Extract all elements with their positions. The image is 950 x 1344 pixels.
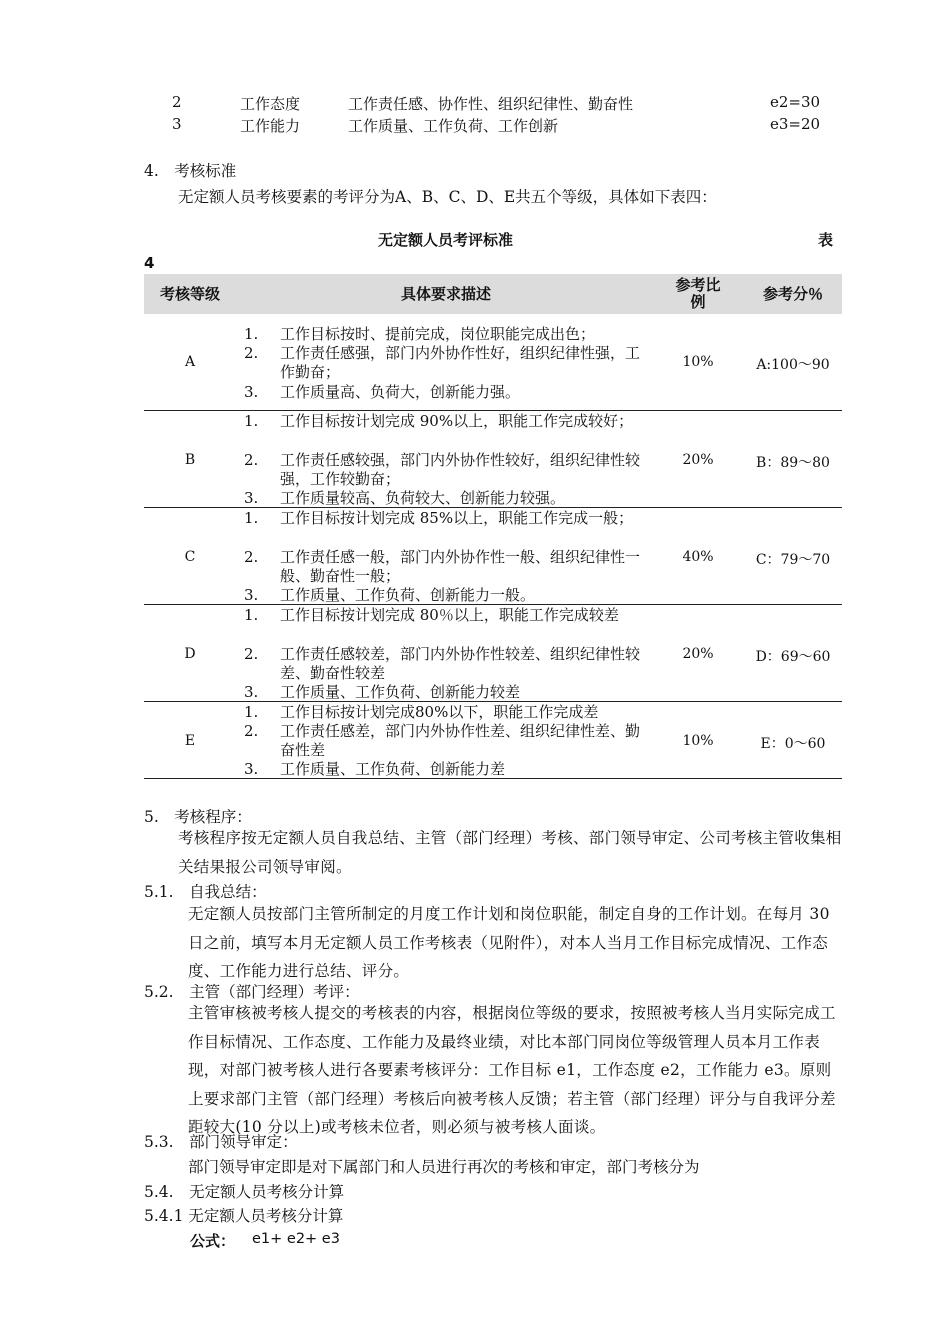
factor-no: 2 — [172, 93, 182, 111]
item-text: 工作目标按计划完成80%以下，职能工作完成差 — [280, 703, 599, 721]
item-number: 2. — [244, 451, 259, 469]
item-number: 1. — [244, 412, 259, 430]
row-score: E：0～60 — [760, 736, 826, 752]
table-caption-number: 4 — [144, 254, 155, 272]
section-5-heading: 5. 考核程序： — [144, 808, 252, 826]
section-5-3-body: 部门领导审定即是对下属部门和人员进行再次的考核和审定，部门考核分为 — [188, 1158, 700, 1176]
section-5-intro: 考核程序按无定额人员自我总结、主管（部门经理）考核、部门领导审定、公司考核主管收集相关结果报公司领导审阅。 — [178, 829, 842, 876]
formula: e1+ e2+ e3 — [252, 1231, 340, 1247]
section-5-4-heading: 5.4. 无定额人员考核分计算 — [144, 1183, 345, 1201]
factor-name: 工作态度 — [240, 95, 301, 113]
item-number: 2. — [244, 722, 259, 740]
item-text: 工作责任感一般，部门内外协作性一般、组织纪律性一般、勤奋性一般； — [280, 548, 641, 585]
table-caption: 无定额人员考评标准 — [378, 231, 514, 249]
row-ratio: 40% — [682, 549, 714, 565]
item-number: 3. — [244, 489, 259, 507]
table-row-c — [144, 507, 842, 605]
formula-label: 公式： — [190, 1232, 236, 1250]
row-ratio: 10% — [682, 733, 714, 749]
row-score: A:100～90 — [756, 357, 830, 373]
section-5-1-heading: 5.1. 自我总结： — [144, 883, 267, 901]
item-text: 工作责任感较差，部门内外协作性较差、组织纪律性较差、勤奋性较差 — [280, 645, 641, 682]
item-number: 1. — [244, 703, 259, 721]
row-grade: B — [184, 452, 196, 468]
factor-no: 3 — [172, 115, 182, 133]
factor-desc: 工作责任感、协作性、组织纪律性、勤奋性 — [348, 95, 634, 113]
item-text: 工作质量、工作负荷、创新能力差 — [280, 760, 506, 778]
item-text: 工作目标按计划完成 80％以上，职能工作完成较差 — [280, 606, 619, 624]
table-row-b — [144, 410, 842, 508]
row-grade: E — [184, 733, 196, 749]
item-text: 工作责任感强，部门内外协作性好，组织纪律性强，工作勤奋； — [280, 344, 641, 381]
row-ratio: 20% — [682, 452, 714, 468]
header-score: 参考分％ — [762, 285, 823, 303]
table-row-a — [144, 314, 842, 411]
item-text: 工作质量、工作负荷、创新能力较差 — [280, 683, 521, 701]
row-grade: D — [184, 646, 196, 662]
factor-weight: e2=30 — [770, 93, 821, 111]
item-number: 3. — [244, 683, 259, 701]
section-4-intro: 无定额人员考核要素的考评分为A、B、C、D、E共五个等级，具体如下表四： — [178, 188, 717, 206]
section-5-2-heading: 5.2. 主管（部门经理）考评： — [144, 983, 360, 1001]
factor-name: 工作能力 — [240, 117, 301, 135]
item-text: 工作目标按计划完成 85%以上，职能工作完成一般； — [280, 509, 634, 527]
row-grade: A — [184, 354, 196, 370]
item-number: 1. — [244, 509, 259, 527]
item-text: 工作目标按计划完成 90%以上，职能工作完成较好； — [280, 412, 634, 430]
item-text: 工作质量高、负荷大，创新能力强。 — [280, 383, 521, 401]
header-grade: 考核等级 — [159, 285, 220, 303]
item-number: 1. — [244, 325, 259, 343]
header-ratio-line2: 例 — [690, 293, 706, 311]
item-text: 工作目标按时、提前完成，岗位职能完成出色； — [280, 325, 596, 343]
factor-row-2 — [0, 93, 950, 115]
factor-desc: 工作质量、工作负荷、工作创新 — [348, 117, 559, 135]
item-number: 3. — [244, 383, 259, 401]
item-text: 工作质量较高、负荷较大、创新能力较强。 — [280, 489, 566, 507]
item-number: 2. — [244, 548, 259, 566]
item-number: 3. — [244, 760, 259, 778]
item-text: 工作责任感较强，部门内外协作性较好，组织纪律性较强，工作较勤奋； — [280, 451, 641, 488]
item-text: 工作质量、工作负荷、创新能力一般。 — [280, 586, 536, 604]
item-text: 工作责任感差，部门内外协作性差、组织纪律性差、勤奋性差 — [280, 722, 641, 759]
row-score: C：79～70 — [755, 552, 831, 568]
row-ratio: 20% — [682, 646, 714, 662]
factor-row-3 — [0, 115, 950, 137]
section-5-1-body: 无定额人员按部门主管所制定的月度工作计划和岗位职能，制定自身的工作计划。在每月 30 日之前，填写本月无定额人员工作考核表（见附件），对本人当月工作目标完成情况、工作态度、工作能力进行总结、评分。 — [188, 905, 830, 980]
header-desc: 具体要求描述 — [400, 285, 491, 303]
item-number: 3. — [244, 586, 259, 604]
header-ratio-line1: 参考比 — [675, 276, 721, 294]
row-ratio: 10% — [682, 354, 714, 370]
item-number: 2. — [244, 645, 259, 663]
row-score: D：69～60 — [755, 649, 831, 665]
section-5-4-1-heading: 5.4.1 无定额人员考核分计算 — [144, 1207, 344, 1225]
section-5-3-heading: 5.3. 部门领导审定： — [144, 1133, 298, 1151]
table-header — [144, 274, 842, 314]
row-grade: C — [184, 549, 196, 565]
table-row-d — [144, 604, 842, 702]
item-number: 2. — [244, 344, 259, 362]
row-score: B：89～80 — [756, 455, 830, 471]
section-5-2-body: 主管审核被考核人提交的考核表的内容，根据岗位等级的要求，按照被考核人当月实际完成工作目标情况、工作态度、工作能力及最终业绩，对比本部门同岗位等级管理人员本月工作表现，对部门被考核人进行各要素考核评分：工作目标 e1，工作态度 e2，工作能力 e3。原则上要求部门主管（部门经理）考核后向被考核人反馈；若主管（部门经理）评分与自我评分差距较大(10 分以上)或考核未位者，则必须与被考核人面谈。 — [188, 1004, 836, 1136]
table-caption-label: 表 — [818, 231, 834, 249]
item-number: 1. — [244, 606, 259, 624]
section-4-heading: 4. 考核标准 — [144, 162, 237, 180]
factor-weight: e3=20 — [770, 115, 821, 133]
table-row-e — [144, 701, 842, 779]
